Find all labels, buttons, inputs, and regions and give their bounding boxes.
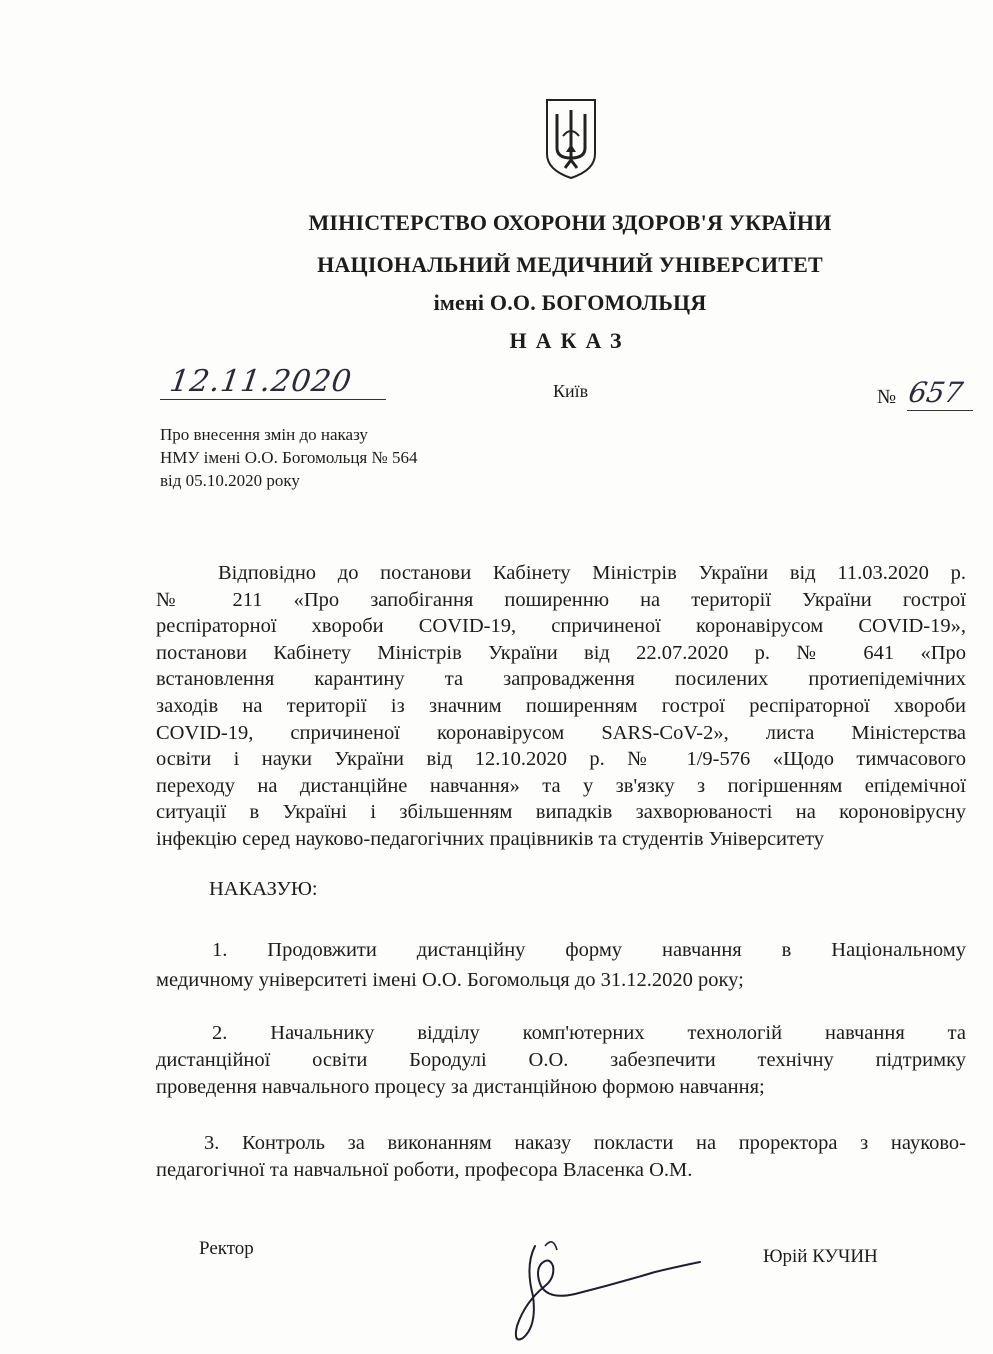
preamble-line: постанови Кабінету Міністрів України від 22.07.2020 р. № 641 «Про	[156, 641, 966, 664]
order-word: НАКАЗУЮ:	[209, 878, 318, 900]
preamble-line: № 211 «Про запобігання поширенню на території України гострої	[156, 588, 966, 611]
ministry-title: МІНІСТЕРСТВО ОХОРОНИ ЗДОРОВ'Я УКРАЇНИ	[308, 210, 832, 235]
order-item-2	[156, 1020, 966, 1101]
preamble-line: COVID-19, спричиненої коронавірусом SARS-CoV-2», листа Міністерства	[156, 721, 966, 744]
signatory-position: Ректор	[199, 1238, 254, 1259]
preamble-line: інфекцію серед науково-педагогічних працівників та студентів Університету	[156, 827, 825, 850]
preamble-line: переходу на дистанційне навчання» та у зв'язку з погіршенням епідемічної	[156, 774, 966, 797]
preamble-paragraph	[156, 560, 966, 853]
subject-line: НМУ імені О.О. Богомольця № 564	[160, 448, 418, 467]
university-name: імені О.О. БОГОМОЛЬЦЯ	[433, 290, 707, 315]
order-date: 12.11.2020	[167, 364, 355, 399]
item-line: 3. Контроль за виконанням наказу покласти на проректора з науково-	[204, 1132, 966, 1154]
item-line: 2. Начальнику відділу комп'ютерних технологій навчання та	[212, 1022, 966, 1044]
order-subject	[160, 423, 417, 492]
university-title: НАЦІОНАЛЬНИЙ МЕДИЧНИЙ УНІВЕРСИТЕТ	[317, 252, 823, 277]
item-line: медичному університеті імені О.О. Богомольця до 31.12.2020 року;	[156, 969, 744, 991]
date-underline	[160, 399, 386, 400]
subject-line: Про внесення змін до наказу	[160, 425, 368, 444]
preamble-line: Відповідно до постанови Кабінету Міністрів України від 11.03.2020 р.	[218, 562, 966, 584]
subject-line: від 05.10.2020 року	[160, 471, 300, 490]
handwritten-signature	[505, 1226, 705, 1346]
order-number: 657	[906, 376, 966, 409]
order-item-1	[156, 935, 966, 995]
order-item-3	[156, 1130, 966, 1184]
preamble-line: респіраторної хвороби COVID-19, спричиненої коронавірусом COVID-19»,	[156, 615, 966, 638]
item-line: педагогічної та навчальної роботи, професора Власенка О.М.	[156, 1159, 693, 1181]
order-city: Київ	[553, 381, 589, 401]
item-line: 1. Продовжити дистанційну форму навчання в Національному	[212, 939, 966, 961]
document-title: НАКАЗ	[509, 328, 631, 353]
item-line: проведення навчального процесу за дистанційною формою навчання;	[156, 1076, 765, 1098]
number-underline	[907, 410, 973, 411]
preamble-line: встановлення карантину та запровадження посилених протиепідемічних	[156, 668, 966, 691]
signatory-name: Юрій КУЧИН	[763, 1246, 878, 1267]
preamble-line: заходів на території із значним поширенням гострої респіраторної хвороби	[156, 694, 966, 717]
trident-emblem-icon	[543, 96, 599, 180]
preamble-line: освіти і науки України від 12.10.2020 р. № 1/9-576 «Щодо тимчасового	[156, 748, 966, 771]
preamble-line: ситуації в Україні і збільшенням випадків захворюваності на короновірусну	[156, 801, 966, 824]
number-sign: №	[877, 386, 897, 408]
item-line: дистанційної освіти Бородулі О.О. забезпечити технічну підтримку	[156, 1049, 966, 1071]
